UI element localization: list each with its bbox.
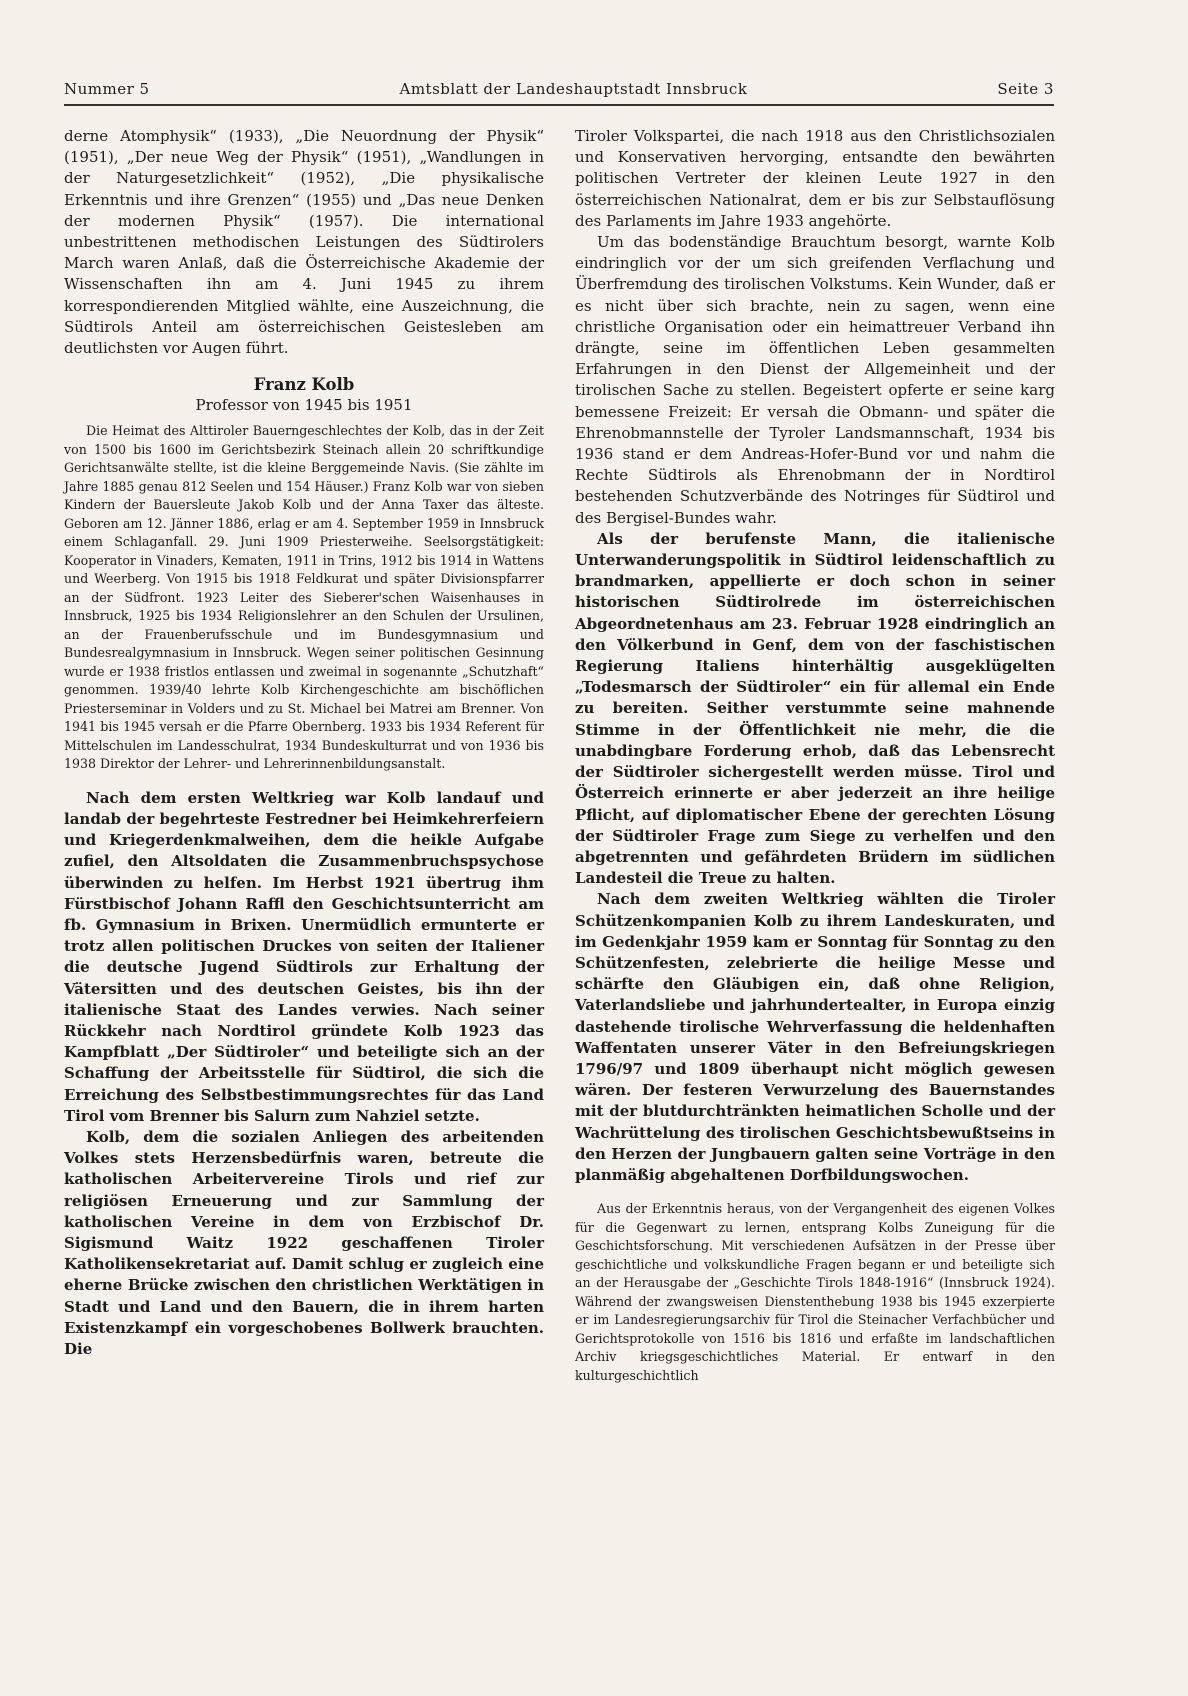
section-subtitle: Professor von 1945 bis 1951 — [195, 396, 413, 415]
issue-number: Nummer 5 — [64, 80, 150, 98]
intro-paragraph: derne Atomphysik“ (1933), „Die Neuordnung der Physik“ (1951), „Der neue Weg der Physik“ (1951), „Wandlungen in der Naturgesetzlichkeit“ (1952), „Die physikalische Erkenntnis und ihre Grenzen“ (1955) und „Das neue Denken der modernen Physik“ (1957). Die international unbestrittenen methodischen Leistungen des Südtirolers March waren Anlaß, daß die Österreichische Akademie der Wissenschaften ihn am 4. Juni 1945 zu ihrem korrespondierenden Mitglied wählte, eine Auszeichnung, die Südtirols Anteil am österreichischen Geistesleben am deutlichsten vor Augen führt. — [64, 127, 544, 358]
bio-summary: Die Heimat des Alttiroler Bauerngeschlechtes der Kolb, das in der Zeit von 1500 bis 1600 im Gerichtsbezirk Steinach allein 20 schriftkundige Gerichtsanwälte stellte, ist die kleine Berggemeinde Navis. (Sie zählte im Jahre 1885 genau 812 Seelen und 154 Häuser.) Franz Kolb war von sieben Kindern der Bauersleute Jakob Kolb und der Anna Taxer das älteste. Geboren am 12. Jänner 1886, erlag er am 4. September 1959 in Innsbruck einem Schlaganfall. 29. Juni 1909 Priesterweihe. Seelsorgstätigkeit: Kooperator in Vinaders, Kematen, 1911 in Trins, 1912 bis 1914 in Wattens und Weerberg. Von 1915 bis 1918 Feldkurat und später Divisionspfarrer an der Südfront. 1923 Leiter des Sieberer'schen Waisenhauses in Innsbruck, 1925 bis 1934 Religionslehrer an den Schulen der Ursulinen, an der Frauenberufsschule und im Bundesgymnasium und Bundesrealgymnasium in Innsbruck. Wegen seiner politischen Gesinnung wurde er 1938 fristlos entlassen und zweimal in sogenannte „Schutzhaft“ genommen. 1939/40 lehrte Kolb Kirchengeschichte am bischöflichen Priesterseminar in Volders und zu St. Michael bei Matrei am Brenner. Von 1941 bis 1945 versah er die Pfarre Obernberg. 1933 bis 1934 Referent für Mittelschulen im Landesschulrat, 1934 Bundeskulturrat und von 1936 bis 1938 Direktor der Lehrer- und Lehrerinnenbildungsanstalt. — [64, 423, 544, 772]
spacer — [64, 774, 544, 788]
publication-title: Amtsblatt der Landeshauptstadt Innsbruck — [399, 80, 748, 98]
body-paragraph: Um das bodenständige Brauchtum besorgt, warnte Kolb eindringlich vor der um sich greifenden Verflachung und Überfremdung des tirolischen Volkstums. Kein Wunder, daß er es nicht über sich brachte, nein zu sagen, wenn eine christliche Organisation oder ein heimattreuer Verband ihn drängte, seine im öffentlichen Leben gesammelten Erfahrungen in den Dienst der Allgemeinheit und der tirolischen Sache zu stellen. Begeistert opferte er seine karg bemessene Freizeit: Er versah die Obmann- und später die Ehrenobmannstelle der Tyroler Landsmannschaft, 1934 bis 1936 stand er dem Andreas-Hofer-Bund vor und nahm die Rechte Südtirols als Ehrenobmann der in Nordtirol bestehenden Schutzverbände des Notringes für Südtirol und des Bergisel-Bundes wahr. — [575, 233, 1055, 527]
page-header — [64, 80, 1054, 98]
right-column — [575, 126, 1055, 1385]
spacer — [575, 1186, 1055, 1200]
body-paragraph: Nach dem ersten Weltkrieg war Kolb landauf und landab der begehrteste Festredner bei Heimkehrerfeiern und Kriegerdenkmalweihen, dem die heikle Aufgabe zufiel, den Altsoldaten die Zusammenbruchspsychose überwinden zu helfen. Im Herbst 1921 übertrug ihm Fürstbischof Johann Raffl den Geschichtsunterricht am fb. Gymnasium in Brixen. Unermüdlich ermunterte er trotz allen politischen Druckes von seiten der Italiener die deutsche Jugend Südtirols zur Erhaltung der Vätersitten und des deutschen Geistes, bis ihn der italienische Staat des Landes verwies. Nach seiner Rückkehr nach Nordtirol gründete Kolb 1923 das Kampfblatt „Der Südtiroler“ und beteiligte sich an der Schaffung der Arbeitsstelle für Südtirol, die sich die Erreichung des Selbstbestimmungsrechtes für das Land Tirol vom Brenner bis Salurn zum Nahziel setzte. — [64, 788, 544, 1125]
page-number: Seite 3 — [997, 80, 1054, 98]
left-column — [64, 126, 544, 1360]
body-paragraph: Nach dem zweiten Weltkrieg wählten die Tiroler Schützenkompanien Kolb zu ihrem Landeskuraten, und im Gedenkjahr 1959 kam er Sonntag für Sonntag zu den Schützenfesten, zelebrierte die heilige Messe und schärfte den Gläubigen ein, daß ohne Religion, Vaterlandsliebe und jahrhundertealter, in Europa einzig dastehende tirolische Wehrverfassung die heldenhaften Waffentaten unserer Väter in den Befreiungskriegen 1796/97 und 1809 überhaupt nicht möglich gewesen wären. Der festeren Verwurzelung des Bauernstandes mit der blutdurchtränkten heimatlichen Scholle und der Wachrüttelung des tirolischen Geschichtsbewußtseins in den Herzen der Jungbauern galten seine Vorträge in den planmäßig abgehaltenen Dorfbildungswochen. — [575, 890, 1055, 1184]
body-paragraph: Kolb, dem die sozialen Anliegen des arbeitenden Volkes stets Herzensbedürfnis waren, betreute die katholischen Arbeitervereine Tirols und rief zur religiösen Erneuerung und zur Sammlung der katholischen Vereine in dem von Erzbischof Dr. Sigismund Waitz 1922 geschaffenen Tiroler Katholikensekretariat auf. Damit schlug er zugleich eine eherne Brücke zwischen den christlichen Werktätigen in Stadt und Land und den Bauern, die in ihrem harten Existenzkampf ein vorgeschobenes Bollwerk brauchten. Die — [64, 1127, 544, 1359]
section-title: Franz Kolb — [253, 375, 355, 395]
body-paragraph: Als der berufenste Mann, die italienische Unterwanderungspolitik in Südtirol leidenschaftlich zu brandmarken, appellierte er doch schon in seiner historischen Südtirolrede im österreichischen Abgeordnetenhaus am 23. Februar 1928 eindringlich an den Völkerbund in Genf, dem von der faschistischen Regierung Italiens hinterhältig ausgeklügelten „Todesmarsch der Südtiroler“ ein für allemal ein Ende zu bereiten. Seither verstummte seine mahnende Stimme in der Öffentlichkeit nie mehr, die die unabdingbare Forderung erhob, daß das Lebensrecht der Südtiroler sichergestellt werden müsse. Tirol und Österreich erinnerte er aber jederzeit an ihre heilige Pflicht, auf diplomatischer Ebene der gerechten Lösung der Südtiroler Frage zum Siege zu verhelfen und den abgetrennten und gefährdeten Brüdern im südlichen Landesteil die Treue zu halten. — [575, 529, 1055, 888]
header-rule — [64, 104, 1054, 106]
body-paragraph: Tiroler Volkspartei, die nach 1918 aus den Christlichsozialen und Konservativen hervorging, entsandte den bewährten politischen Vertreter der kleinen Leute 1927 in den österreichischen Nationalrat, dem er bis zur Selbstauflösung des Parlaments im Jahre 1933 angehörte. — [575, 127, 1055, 230]
small-paragraph: Aus der Erkenntnis heraus, von der Vergangenheit des eigenen Volkes für die Gegenwart zu lernen, entsprang Kolbs Zuneigung für die Geschichtsforschung. Mit verschiedenen Aufsätzen in der Presse über geschichtliche und volkskundliche Fragen begann er und beteiligte sich an der Herausgabe der „Geschichte Tirols 1848-1916“ (Innsbruck 1924). Während der zwangsweisen Dienstenthebung 1938 bis 1945 exzerpierte er im Landesregierungsarchiv für Tirol die Steinacher Verfachbücher und Gerichtsprotokolle von 1516 bis 1816 und erfaßte im landschaftlichen Archiv kriegsgeschichtliches Material. Er entwarf in den kulturgeschichtlich — [575, 1201, 1055, 1383]
